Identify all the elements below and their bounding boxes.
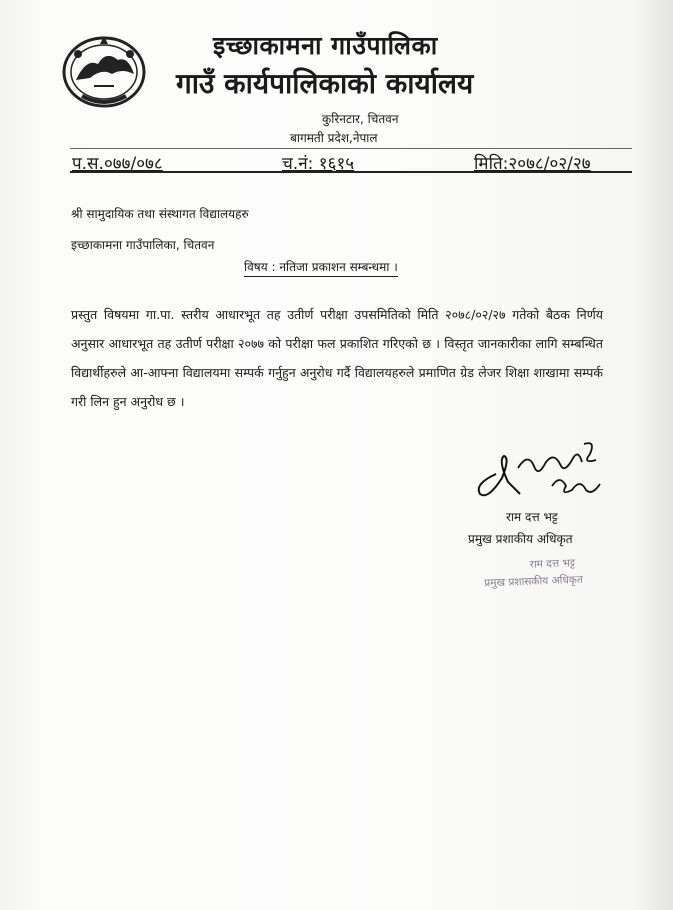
signatory-title: प्रमुख प्रशाकीय अधिकृत [468, 532, 573, 546]
addressee-line-2: इच्छाकामना गाउँपालिका, चितवन [71, 238, 215, 252]
signatory-name: राम दत्त भट्ट [506, 510, 558, 524]
subject-line: विषय : नतिजा प्रकाशन सम्बन्धमा । [244, 258, 398, 277]
address-line-1: कुरिनटार, चितवन [322, 112, 399, 126]
addressee-line-1: श्री सामुदायिक तथा संस्थागत विद्यालयहरु [71, 207, 249, 221]
letter-number: प.स.०७७/०७८ [72, 154, 163, 174]
stamp-title: प्रमुख प्रशासकीय अधिकृत [484, 573, 584, 590]
reference-row [70, 148, 632, 173]
nepal-emblem-icon [56, 28, 152, 110]
letter-body: प्रस्तुत विषयमा गा.पा. स्तरीय आधारभूत तह उतीर्ण परीक्षा उपसमितिको मिति २०७८/०२/२७ गतेको बैठक निर्णय अनुसार आधारभूत तह उतीर्ण परीक्षा २०७७ को परीक्षा फल प्रकाशित गरिएको छ । विस्तृत जानकारीका लागि सम्बन्धित विद्यार्थीहरुले आ-आफ्ना विद्यालयमा सम्पर्क गर्नुहुन अनुरोध गर्दै विद्यालयहरुले प्रमाणित ग्रेड लेजर शिक्षा शाखामा सम्पर्क गरी लिन हुन अनुरोध छ । [71, 307, 603, 409]
address-line-2: बागमती प्रदेश,नेपाल [290, 131, 378, 145]
office-name: गाउँ कार्यपालिकाको कार्यालय [176, 67, 474, 100]
letter-date: मिति:२०७८/०२/२७ [474, 154, 591, 174]
handwritten-signature [468, 438, 618, 504]
official-stamp [483, 554, 614, 593]
municipality-name: इच्छाकामना गाउँपालिका [213, 31, 438, 60]
stamp-name: राम दत्त भट्ट [529, 557, 576, 571]
dispatch-number: च.नं: १६१५ [282, 154, 355, 174]
